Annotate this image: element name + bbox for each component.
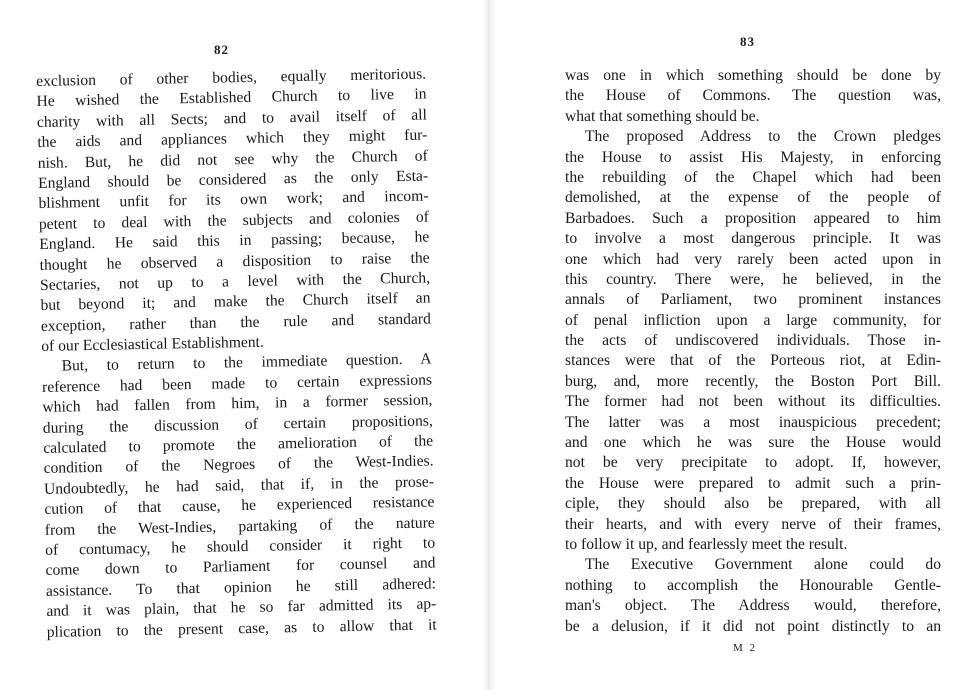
text-line: The Executive Government alone could do <box>585 556 941 574</box>
text-line: England should be considered as the only Esta- <box>37 167 429 192</box>
text-line: their hearts, and with every nerve of their frames, <box>565 515 941 533</box>
text-line: blishment unfit for its own work; and incom- <box>38 187 429 213</box>
text-line: and it was plain, that he so far admitted its ap- <box>46 595 437 621</box>
text-line: demolished, at the expense of the people of <box>565 189 941 207</box>
text-line: nothing to accomplish the Honourable Gentle- <box>565 576 941 594</box>
text-line: the House to assist His Majesty, in enforcing <box>565 148 941 166</box>
text-line: Sectaries, not up to a level with the Church, <box>39 269 431 294</box>
text-line: exception, rather than the rule and standard <box>40 310 431 335</box>
text-line: petent to deal with the subjects and colonies of <box>38 208 430 233</box>
text-line: of penal infliction upon a large community, for <box>565 311 941 329</box>
text-line: what that something should be. <box>565 107 760 125</box>
text-line: of our Ecclesiastical Establishment. <box>41 333 264 356</box>
text-line: annals of Parliament, two prominent instances <box>565 291 941 309</box>
text-line: and one which he was sure the House would <box>565 434 941 452</box>
text-line: calculated to promote the amelioration of the <box>43 432 434 457</box>
text-line: Undoubtedly, he had said, that if, in the prose- <box>43 473 435 498</box>
text-line: assistance. To that opinion he still adhered: <box>45 575 437 600</box>
text-line: exclusion of other bodies, equally meritorious. <box>36 65 427 90</box>
text-line: during the discussion of certain propositions, <box>42 412 433 437</box>
right-page <box>490 0 980 690</box>
text-line: to involve a most dangerous principle. It was <box>565 230 941 248</box>
text-line: nish. But, he did not see why the Church of <box>37 147 428 172</box>
text-line: but beyond it; and make the Church itself an <box>40 289 431 315</box>
text-line: But, to return to the immediate question. A <box>61 350 432 376</box>
text-line: be a delusion, if it did not point distinctly to an <box>565 617 941 635</box>
text-line: reference had been made to certain expressions <box>41 371 433 396</box>
text-line: Barbadoes. Such a proposition appeared to him <box>565 209 941 227</box>
text-line: charity with all Sects; and to avail itself of all <box>36 106 428 131</box>
signature-mark: M 2 <box>733 642 758 654</box>
text-line: of contumacy, he should consider it right to <box>45 534 436 559</box>
text-line: the aids and appliances which they might fur- <box>37 126 428 152</box>
text-line: man's object. The Address would, therefore, <box>565 597 941 615</box>
text-line: from the West-Indies, partaking of the nature <box>44 514 435 539</box>
text-line: ciple, they should also be prepared, with all <box>565 495 941 513</box>
text-line: cution of that cause, he experienced resistance <box>44 493 435 519</box>
text-line: the acts of undiscovered individuals. Those in- <box>565 332 941 350</box>
text-line: this country. There were, he believed, in the <box>565 270 941 288</box>
text-line: stances were that of the Porteous riot, at Edin- <box>565 352 941 370</box>
text-line: the rebuilding of the Chapel which had been <box>565 168 941 186</box>
right-page-number: 83 <box>740 34 755 49</box>
text-line: The proposed Address to the Crown pledges <box>585 128 941 146</box>
left-page-text <box>36 65 437 643</box>
text-line: come down to Parliament for counsel and <box>45 554 436 580</box>
left-page-number: 82 <box>214 42 229 57</box>
text-line: plication to the present case, as to allow that it <box>46 615 437 641</box>
text-line: one which had very rarely been acted upon in <box>565 250 941 268</box>
text-line: thought he observed a disposition to raise the <box>39 248 430 274</box>
text-line: burg, and, more recently, the Boston Port Bill. <box>565 372 941 390</box>
text-line: the House of Commons. The question was, <box>565 87 941 105</box>
text-line: The latter was a most inauspicious precedent; <box>565 413 941 431</box>
text-line: condition of the Negroes of the West-Indies. <box>43 452 434 478</box>
text-line: to follow it up, and fearlessly meet the result. <box>565 535 848 553</box>
text-line: which had fallen from him, in a former session, <box>42 391 433 417</box>
text-line: He wished the Established Church to live in <box>36 85 427 111</box>
text-line: England. He said this in passing; because, he <box>39 228 430 254</box>
text-line: was one in which something should be done by <box>565 67 941 84</box>
text-line: The former had not been without its difficulties. <box>565 393 941 411</box>
right-page-text <box>565 66 941 637</box>
text-line: the House were prepared to admit such a prin- <box>565 474 941 492</box>
text-line: not be very precipitate to adopt. If, however, <box>565 454 941 472</box>
